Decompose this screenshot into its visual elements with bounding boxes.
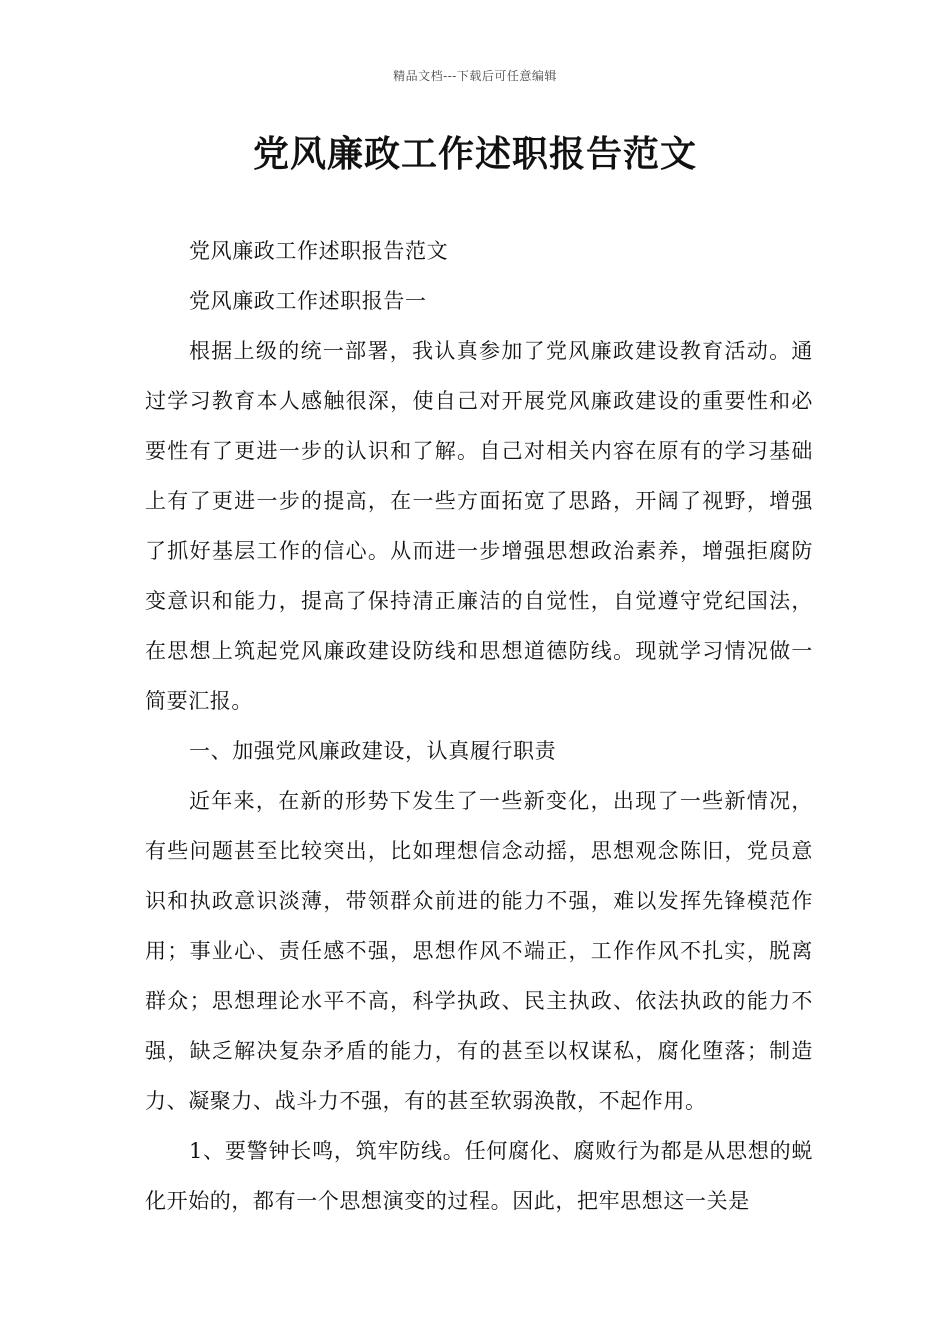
body-paragraph: 根据上级的统一部署，我认真参加了党风廉政建设教育活动。通过学习教育本人感触很深，使自己对开展党风廉政建设的重要性和必要性有了更进一步的认识和了解。自己对相关内容在原有的学习基础上有了更进一步的提高，在一些方面拓宽了思路，开阔了视野，增强了抓好基层工作的信心。从而进一步增强思想政治素养，增强拒腐防变意识和能力，提高了保持清正廉洁的自觉性，自觉遵守党纪国法，在思想上筑起党风廉政建设防线和思想道德防线。现就学习情况做一简要汇报。 [145,339,813,713]
body-paragraph: 1、要警钟长鸣，筑牢防线。任何腐化、腐败行为都是从思想的蜕化开始的，都有一个思想演变的过程。因此，把牢思想这一关是 [145,1139,813,1213]
document-body [145,226,813,1226]
header-note: 精品文档---下载后可任意编辑 [393,69,557,83]
report-heading: 党风廉政工作述职报告一 [189,289,427,313]
body-paragraph: 近年来，在新的形势下发生了一些新变化，出现了一些新情况，有些问题甚至比较突出，比如理想信念动摇，思想观念陈旧，党员意识和执政意识淡薄，带领群众前进的能力不强，难以发挥先锋模范作用；事业心、责任感不强，思想作风不端正，工作作风不扎实，脱离群众；思想理论水平不高，科学执政、民主执政、依法执政的能力不强，缺乏解决复杂矛盾的能力，有的甚至以权谋私，腐化堕落；制造力、凝聚力、战斗力不强，有的甚至软弱涣散，不起作用。 [145,789,813,1113]
document-title: 党风廉政工作述职报告范文 [252,133,697,175]
section-heading: 一、加强党风廉政建设，认真履行职责 [189,739,557,763]
subtitle-paragraph: 党风廉政工作述职报告范文 [189,239,449,263]
